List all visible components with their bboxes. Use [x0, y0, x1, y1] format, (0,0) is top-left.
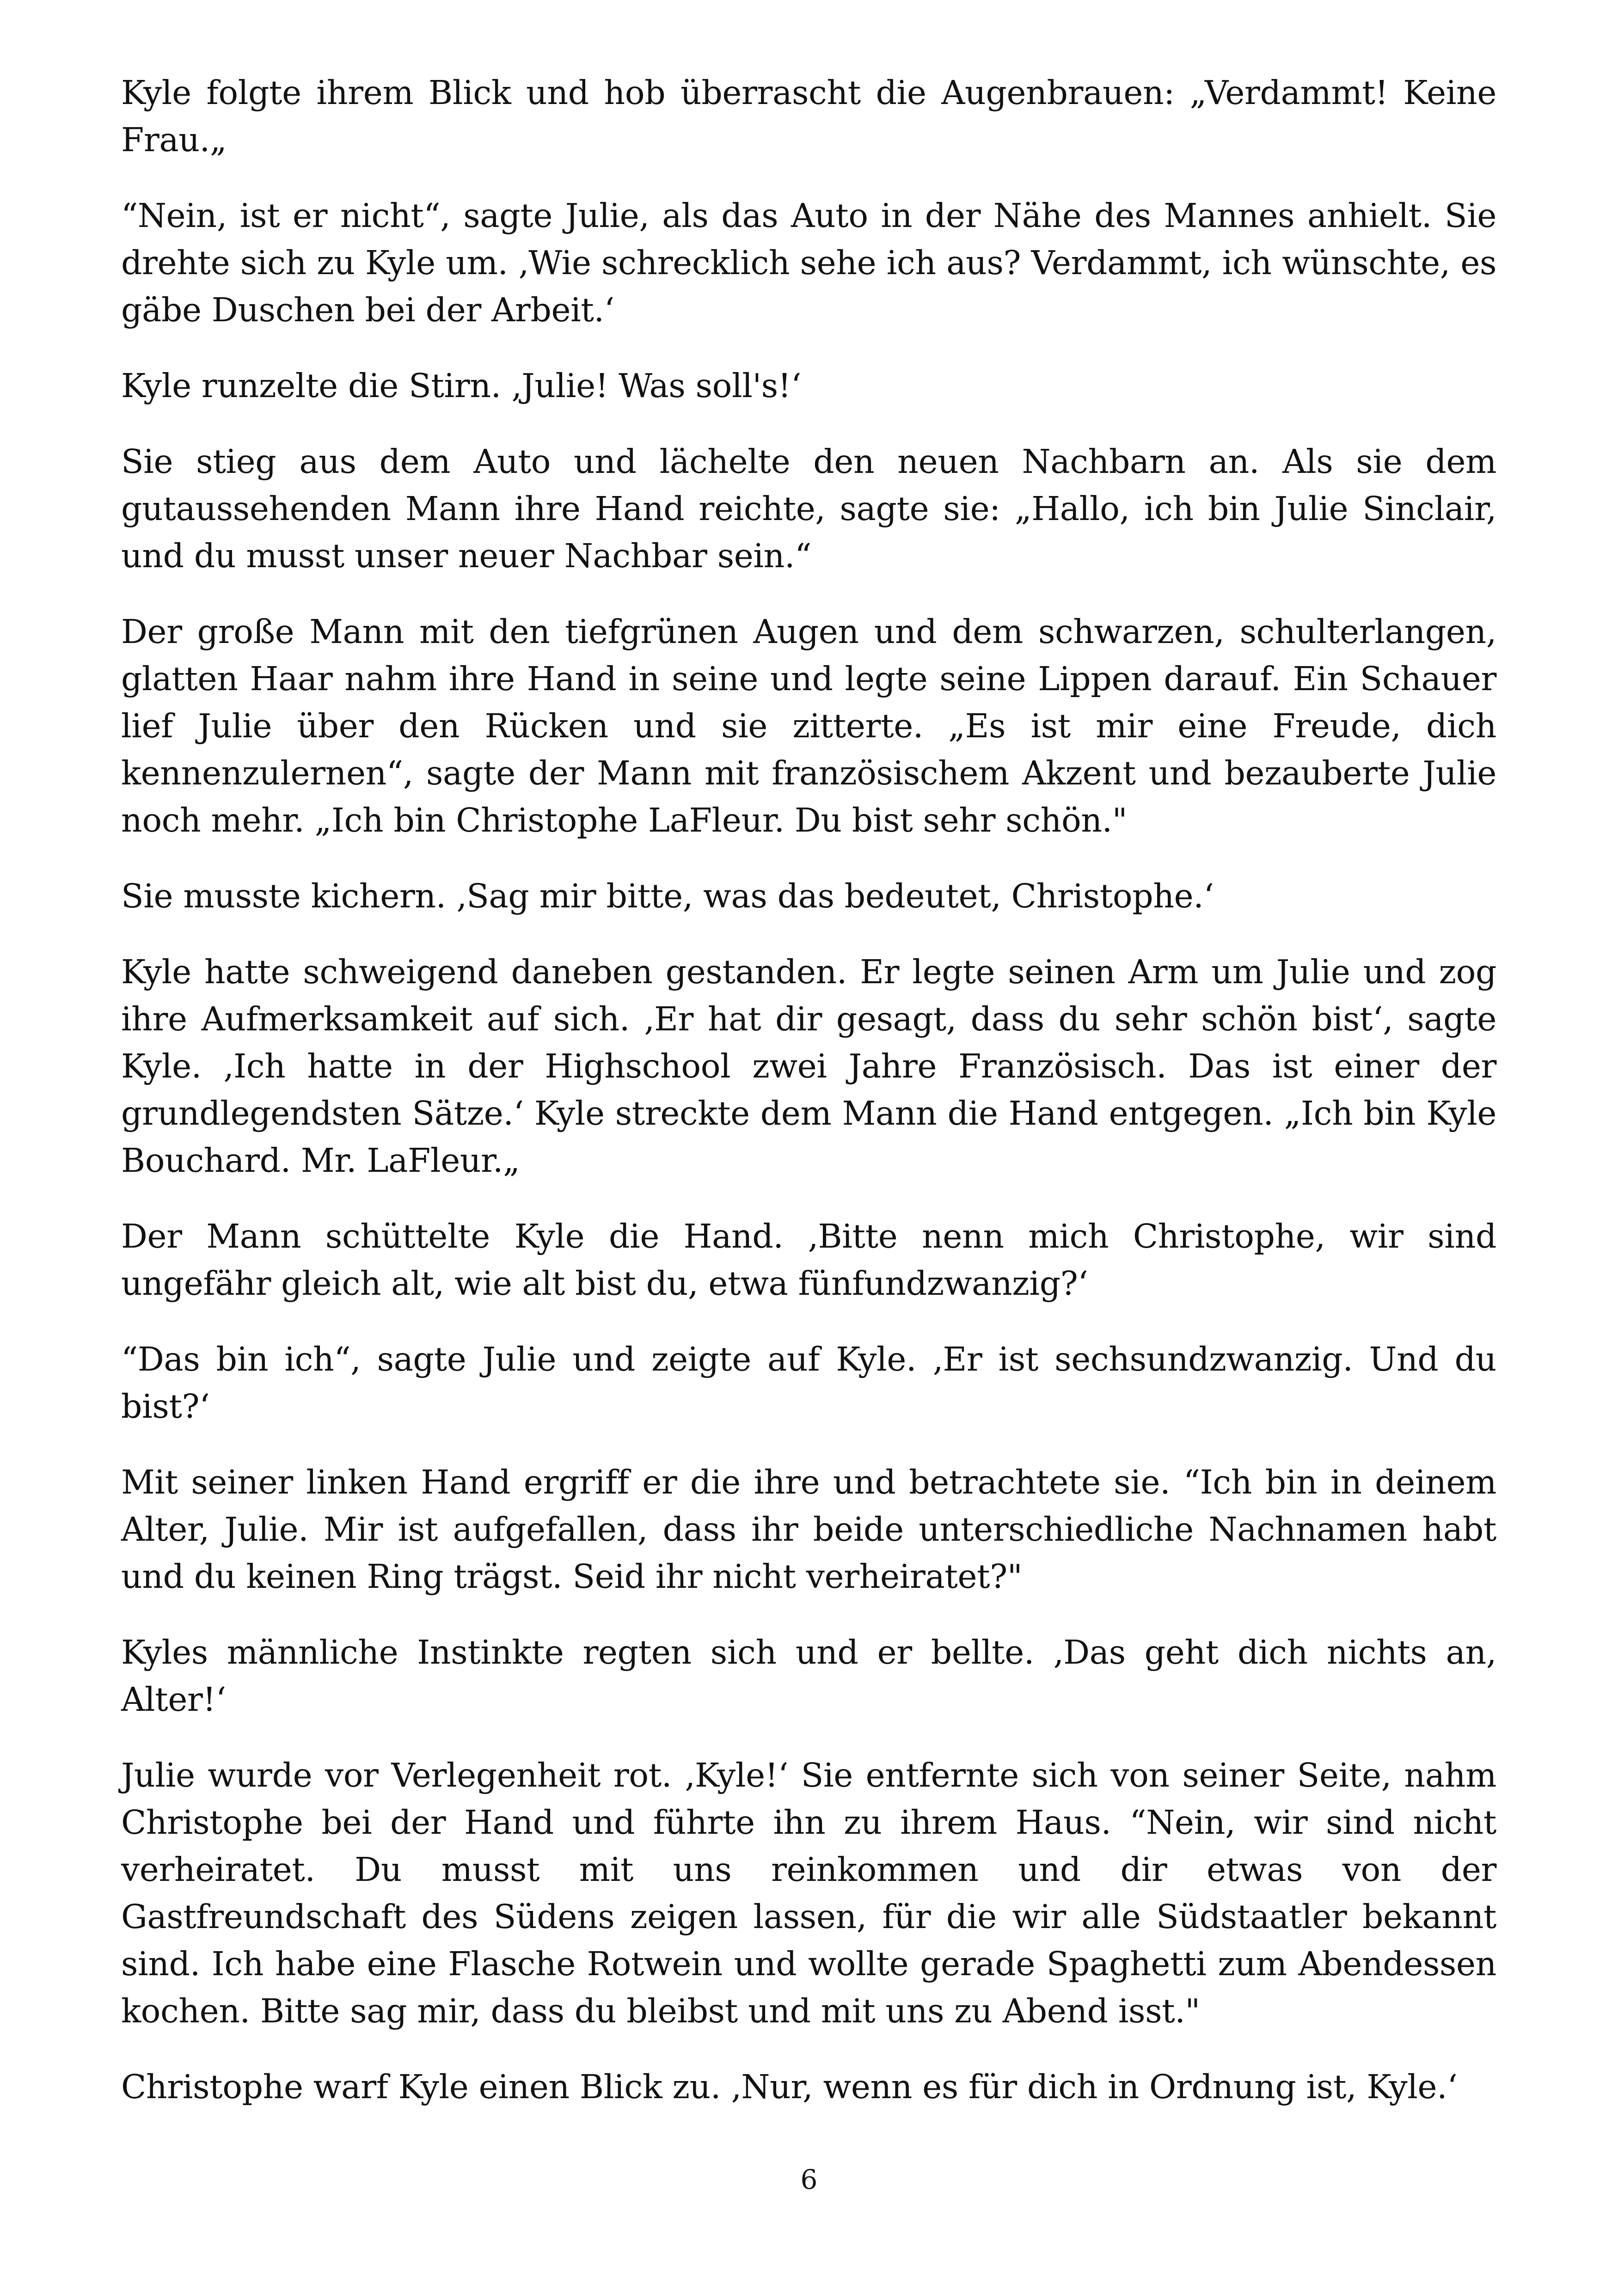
page-number: 6: [800, 2164, 818, 2195]
paragraph: Julie wurde vor Verlegenheit rot. ‚Kyle!‘ Sie entfernte sich von seiner Seite, nahm Christophe bei der Hand und führte ihn zu ihrem Haus. “Nein, wir sind nicht verheiratet. Du musst mit uns reinkommen und dir etwas von der Gastfreundschaft des Südens zeigen lassen, für die wir alle Südstaatler bekannt sind. Ich habe eine Flasche Rotwein und wollte gerade Spaghetti zum Abendessen kochen. Bitte sag mir, dass du bleibst und mit uns zu Abend isst.": [121, 1756, 1496, 2030]
paragraph: Mit seiner linken Hand ergriff er die ihre und betrachtete sie. “Ich bin in deinem Alter, Julie. Mir ist aufgefallen, dass ihr beide unterschiedliche Nachnamen habt und du keinen Ring trägst. Seid ihr nicht verheiratet?": [121, 1463, 1496, 1596]
paragraph: Kyles männliche Instinkte regten sich und er bellte. ‚Das geht dich nichts an, Alter!‘: [121, 1633, 1496, 1719]
paragraph: Kyle runzelte die Stirn. ‚Julie! Was soll's!‘: [121, 367, 802, 405]
paragraph: Sie musste kichern. ‚Sag mir bitte, was das bedeutet, Christophe.‘: [121, 877, 1214, 915]
paragraph: “Nein, ist er nicht“, sagte Julie, als das Auto in der Nähe des Mannes anhielt. Sie drehte sich zu Kyle um. ‚Wie schrecklich sehe ich aus? Verdammt, ich wünschte, es gäbe Duschen bei der Arbeit.‘: [121, 196, 1496, 329]
paragraph: Christophe warf Kyle einen Blick zu. ‚Nur, wenn es für dich in Ordnung ist, Kyle.‘: [121, 2068, 1458, 2106]
paragraph: Kyle hatte schweigend daneben gestanden. Er legte seinen Arm um Julie und zog ihre Aufmerksamkeit auf sich. ‚Er hat dir gesagt, dass du sehr schön bist‘, sagte Kyle. ‚Ich hatte in der Highschool zwei Jahre Französisch. Das ist einer der grundlegendsten Sätze.‘ Kyle streckte dem Mann die Hand entgegen. „Ich bin Kyle Bouchard. Mr. LaFleur.„: [121, 953, 1496, 1180]
paragraph: “Das bin ich“, sagte Julie und zeigte auf Kyle. ‚Er ist sechsundzwanzig. Und du bist?‘: [121, 1340, 1496, 1426]
paragraph: Kyle folgte ihrem Blick und hob überrascht die Augenbrauen: „Verdammt! Keine Frau.„: [121, 73, 1496, 159]
paragraph: Sie stieg aus dem Auto und lächelte den neuen Nachbarn an. Als sie dem gutaussehenden Mann ihre Hand reichte, sagte sie: „Hallo, ich bin Julie Sinclair, und du musst unser neuer Nachbar sein.“: [121, 442, 1496, 575]
paragraph: Der Mann schüttelte Kyle die Hand. ‚Bitte nenn mich Christophe, wir sind ungefähr gleich alt, wie alt bist du, etwa fünfundzwanzig?‘: [121, 1217, 1496, 1303]
paragraph: Der große Mann mit den tiefgrünen Augen und dem schwarzen, schulterlangen, glatten Haar nahm ihre Hand in seine und legte seine Lippen darauf. Ein Schauer lief Julie über den Rücken und sie zitterte. „Es ist mir eine Freude, dich kennenzulernen“, sagte der Mann mit französischem Akzent und bezauberte Julie noch mehr. „Ich bin Christophe LaFleur. Du bist sehr schön.": [121, 612, 1496, 839]
body-text: [121, 69, 1496, 2139]
